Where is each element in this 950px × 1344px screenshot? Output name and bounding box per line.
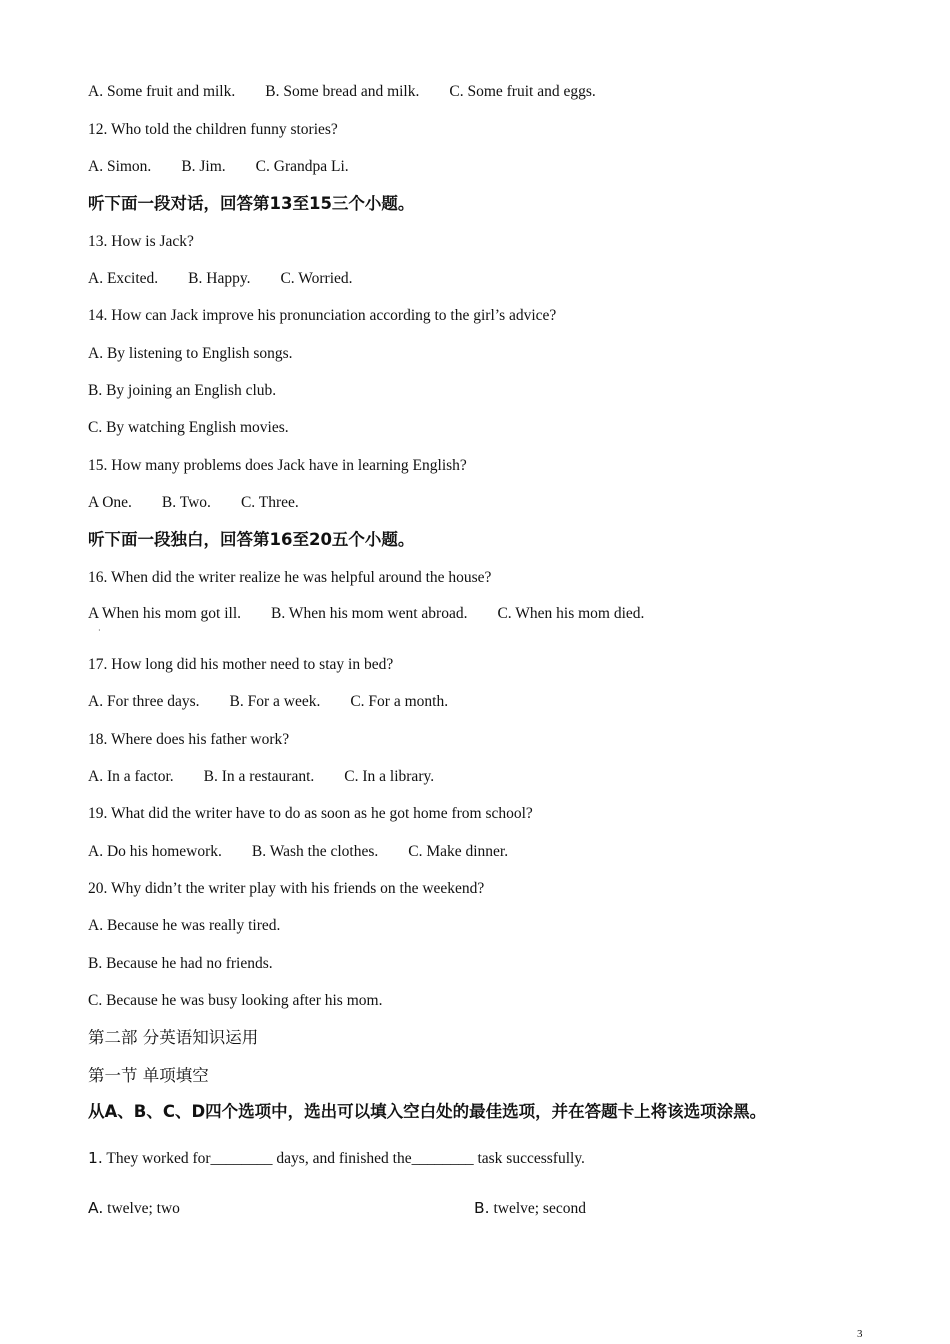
option: A. Some fruit and milk. [88, 83, 236, 100]
option: B. Jim. [181, 158, 226, 175]
option: C. For a month. [350, 693, 449, 710]
option: A. Simon. [88, 158, 152, 175]
options-row-12 [88, 157, 349, 177]
option: C. Grandpa Li. [255, 158, 349, 175]
option: B. For a week. [229, 693, 321, 710]
option: A When his mom got ill. [88, 605, 241, 622]
option-1a-text: twelve; two [103, 1200, 180, 1217]
options-row-13 [88, 269, 353, 289]
option-1a [88, 1198, 180, 1219]
option: A. For three days. [88, 693, 200, 710]
option: B. Wash the clothes. [251, 843, 379, 860]
question-19: 19. What did the writer have to do as soon as he got home from school? [88, 805, 533, 822]
question-14: 14. How can Jack improve his pronunciation according to the girl’s advice? [88, 307, 557, 324]
options-row-16 [88, 604, 644, 624]
question-1-number: 1. [88, 1149, 103, 1167]
option-14b: B. By joining an English club. [88, 382, 277, 399]
options-row-18 [88, 767, 434, 787]
question-17: 17. How long did his mother need to stay in bed? [88, 656, 394, 673]
section-heading-dialogue: 听下面一段对话，回答第13至15三个小题。 [88, 194, 415, 213]
option-14c: C. By watching English movies. [88, 419, 289, 436]
option: A. Excited. [88, 270, 159, 287]
options-row-19 [88, 842, 508, 862]
options-row-15 [88, 493, 299, 513]
option-20c: C. Because he was busy looking after his mom. [88, 992, 383, 1009]
option-1b-text: twelve; second [489, 1200, 586, 1217]
option: B. When his mom went abroad. [271, 605, 468, 622]
question-13: 13. How is Jack? [88, 233, 194, 250]
section-one-title: 第一节 单项填空 [88, 1066, 209, 1085]
options-row-17 [88, 692, 448, 712]
option: C. In a library. [344, 768, 435, 785]
question-12: 12. Who told the children funny stories? [88, 121, 338, 138]
option-14a: A. By listening to English songs. [88, 345, 293, 362]
option: B. Two. [161, 494, 211, 511]
option: C. Make dinner. [408, 843, 509, 860]
option: C. Some fruit and eggs. [449, 83, 596, 100]
option: B. In a restaurant. [203, 768, 315, 785]
option: B. Happy. [188, 270, 251, 287]
option-20a: A. Because he was really tired. [88, 917, 281, 934]
option-1b-letter: B. [474, 1199, 490, 1217]
question-16: 16. When did the writer realize he was helpful around the house? [88, 569, 492, 586]
option: A. Do his homework. [88, 843, 222, 860]
section-heading-monologue: 听下面一段独白，回答第16至20五个小题。 [88, 530, 415, 549]
question-1 [88, 1148, 585, 1169]
option: C. When his mom died. [497, 605, 645, 622]
options-row-11 [88, 82, 596, 102]
option-20b: B. Because he had no friends. [88, 955, 273, 972]
stray-mark: · [98, 626, 101, 635]
question-20: 20. Why didn’t the writer play with his friends on the weekend? [88, 880, 485, 897]
option: C. Worried. [280, 270, 353, 287]
part-two-title: 第二部 分英语知识运用 [88, 1028, 259, 1047]
instruction: 从A、B、C、D四个选项中，选出可以填入空白处的最佳选项，并在答题卡上将该选项涂黑。 [88, 1102, 767, 1121]
option: B. Some bread and milk. [265, 83, 420, 100]
option: A One. [88, 494, 132, 511]
option-1a-letter: A. [88, 1199, 104, 1217]
option: C. Three. [240, 494, 299, 511]
question-15: 15. How many problems does Jack have in learning English? [88, 457, 467, 474]
question-18: 18. Where does his father work? [88, 731, 290, 748]
option: A. In a factor. [88, 768, 174, 785]
page-number: 3 [857, 1328, 863, 1340]
question-1-text: They worked for________ days, and finished the________ task successfully. [102, 1150, 585, 1167]
option-1b [474, 1198, 586, 1219]
